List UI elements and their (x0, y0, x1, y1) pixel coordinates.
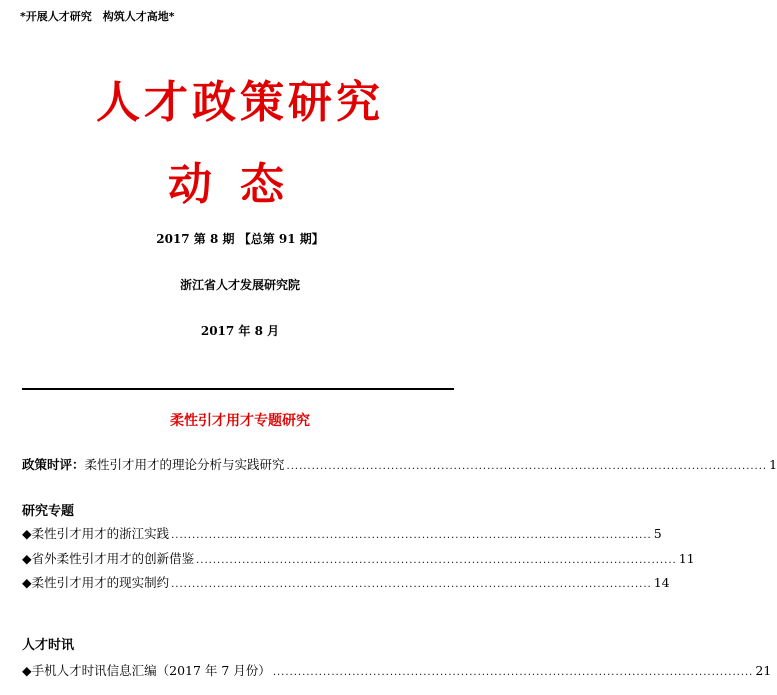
toc-entry-title: ◆省外柔性引才用才的创新借鉴 (22, 551, 195, 566)
toc-leader-dots: ................................................................................................................... (196, 555, 677, 566)
toc-entry-title: ◆柔性引才用才的现实制约 (22, 575, 170, 590)
toc-leader-dots: ................................................................................................................... (286, 461, 768, 472)
toc-entry[interactable] (22, 661, 772, 679)
masthead-subtitle: 动态 (168, 159, 312, 210)
toc-entry-title: ◆柔性引才用才的浙江实践 (22, 526, 170, 541)
toc-entry-title: ◆手机人才时讯信息汇编（2017 年 7 月份） (22, 663, 271, 678)
toc-entry[interactable] (22, 549, 695, 567)
toc-entry-policy-comment[interactable] (22, 455, 777, 473)
toc-entry-title: 柔性引才用才的理论分析与实践研究 (84, 457, 285, 472)
section-heading-news: 人才时讯 (22, 638, 75, 653)
toc-entry[interactable] (22, 524, 662, 542)
organization-name: 浙江省人才发展研究院 (179, 278, 300, 292)
section-heading-research: 研究专题 (22, 504, 75, 519)
toc-entry-page: 14 (653, 575, 670, 590)
masthead-title: 人才政策研究 (96, 77, 384, 128)
toc-entry-page: 11 (678, 551, 695, 566)
header-slogan: *开展人才研究 构筑人才高地* (20, 10, 175, 23)
toc-leader-dots: ................................................................................................................... (171, 530, 652, 541)
toc-leader-dots: ................................................................................................................... (272, 667, 754, 678)
divider-rule (22, 388, 454, 390)
publication-date: 2017 年 8 月 (200, 324, 280, 338)
toc-entry[interactable] (22, 573, 670, 591)
toc-entry-prefix: 政策时评： (22, 457, 85, 472)
toc-entry-page: 5 (653, 526, 662, 541)
topic-title: 柔性引才用才专题研究 (170, 413, 310, 429)
toc-entry-page: 21 (755, 663, 772, 678)
toc-leader-dots: ................................................................................................................... (171, 579, 652, 590)
issue-number: 2017 第 8 期 【总第 91 期】 (156, 232, 324, 246)
toc-entry-page: 1 (769, 457, 777, 472)
